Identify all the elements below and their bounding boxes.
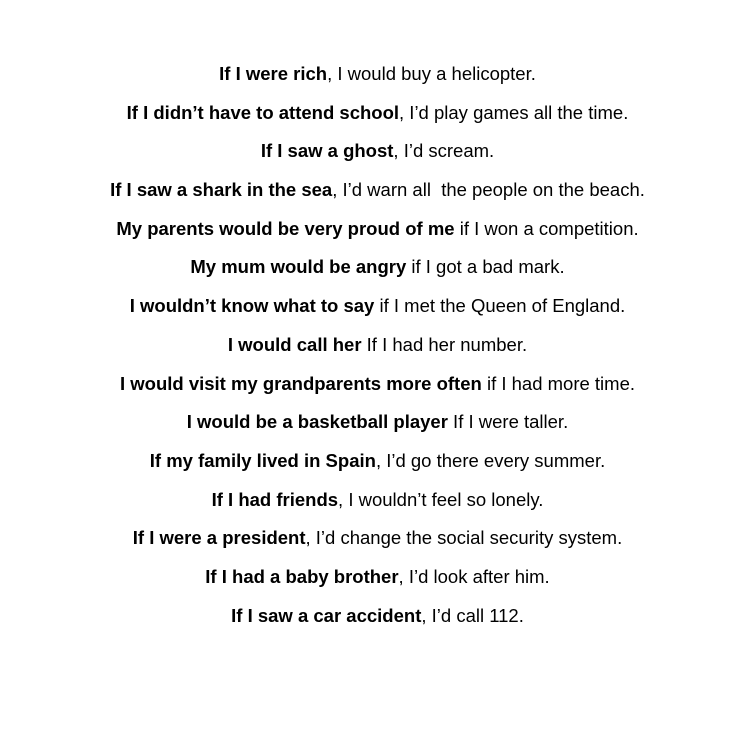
- sentence-line: [0, 371, 755, 410]
- sentence-bold-part: If I were rich: [219, 63, 328, 84]
- sentence-bold-part: I would be a basketball player: [186, 411, 448, 433]
- sentence-line: [0, 100, 755, 139]
- sentence-bold-part: My mum would be angry: [190, 256, 407, 278]
- sentence-regular-part: , I wouldn’t feel so lonely.: [338, 488, 544, 510]
- sentence-bold-part: If I had friends: [211, 488, 339, 510]
- sentence-regular-part: , I’d change the social security system.: [305, 527, 623, 549]
- sentence-bold-part: If I saw a ghost: [260, 140, 394, 162]
- sentence-line: [0, 564, 755, 603]
- sentence-regular-part: If I were taller.: [447, 411, 569, 433]
- sentence-regular-part: , I’d warn all the people on the beach.: [332, 179, 645, 201]
- sentence-regular-part: If I had her number.: [361, 333, 528, 355]
- sentence-line: [0, 61, 755, 100]
- sentence-line: [0, 216, 755, 255]
- sentence-line: [0, 293, 755, 332]
- sentence-regular-part: if I met the Queen of England.: [374, 295, 626, 317]
- sentence-regular-part: if I won a competition.: [454, 217, 639, 239]
- sentence-bold-part: If I were a president: [132, 527, 306, 549]
- sentence-line: [0, 138, 755, 177]
- sentence-line: [0, 409, 755, 448]
- sentence-bold-part: If I saw a car accident: [231, 604, 422, 626]
- sentence-regular-part: , I’d scream.: [393, 140, 495, 162]
- sentence-list: [0, 61, 755, 641]
- sentence-line: [0, 448, 755, 487]
- sentence-bold-part: If I saw a shark in the sea: [110, 179, 333, 201]
- sentence-regular-part: , I’d look after him.: [398, 565, 550, 587]
- sentence-regular-part: , I’d play games all the time.: [399, 101, 629, 123]
- sentence-regular-part: , I’d go there every summer.: [375, 449, 606, 471]
- sentence-line: [0, 603, 755, 642]
- sentence-line: [0, 177, 755, 216]
- sentence-line: [0, 487, 755, 526]
- sentence-regular-part: if I had more time.: [481, 372, 636, 394]
- sentence-bold-part: I would call her: [227, 333, 362, 355]
- sentence-regular-part: , I’d call 112.: [421, 604, 524, 626]
- sentence-bold-part: If I had a baby brother: [205, 565, 399, 587]
- sentence-bold-part: If my family lived in Spain: [149, 449, 376, 471]
- sentence-bold-part: My parents would be very proud of me: [116, 217, 455, 239]
- sentence-line: [0, 254, 755, 293]
- sentence-bold-part: I wouldn’t know what to say: [129, 295, 375, 317]
- sentence-bold-part: If I didn’t have to attend school: [126, 101, 400, 123]
- sentence-bold-part: I would visit my grandparents more often: [119, 372, 482, 394]
- sentence-regular-part: if I got a bad mark.: [406, 256, 565, 278]
- sentence-line: [0, 332, 755, 371]
- sentence-line: [0, 525, 755, 564]
- sentence-regular-part: , I would buy a helicopter.: [327, 63, 536, 84]
